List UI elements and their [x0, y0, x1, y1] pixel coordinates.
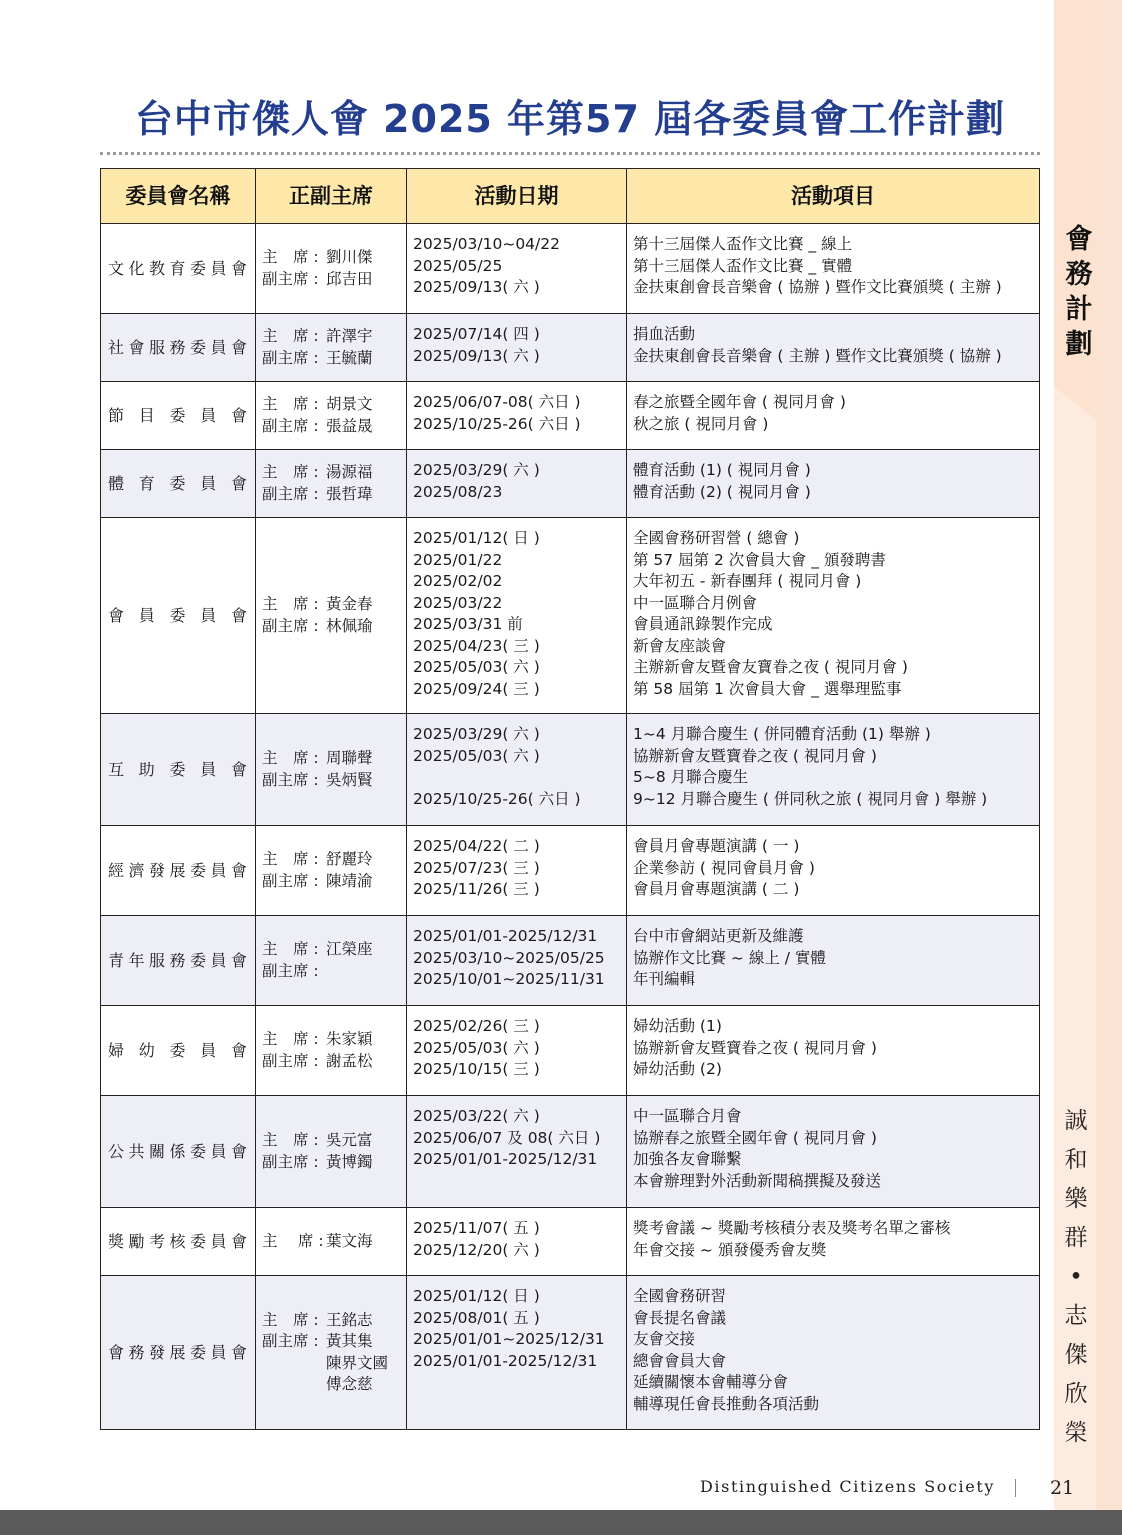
chair-line [262, 416, 402, 438]
motto-char: 群 [1064, 1225, 1088, 1251]
chair-name: 王銘志 [326, 1310, 373, 1329]
column-header-activity: 活動項目 [627, 169, 1040, 224]
chair-line [262, 616, 402, 638]
activity-item: 台中市會網站更新及維護 [633, 927, 804, 945]
table-row [101, 382, 1040, 450]
committee-name-cell: 公共關係委員會 [101, 1096, 256, 1208]
page-number: 21 [1050, 1477, 1075, 1499]
motto-char: 誠 [1064, 1108, 1088, 1134]
chair-role-label: 主 席 : [262, 1231, 324, 1250]
chair-role-label: 副主席 : [262, 348, 319, 367]
chair-name: 黃金春 [326, 595, 373, 613]
table-header-row [101, 169, 1040, 224]
chair-line [262, 1051, 402, 1073]
activity-dates-cell [407, 1096, 627, 1208]
activity-date: 2025/01/01-2025/12/31 [413, 1150, 598, 1168]
activity-item: 婦幼活動 (1) [633, 1017, 722, 1035]
chair-line [262, 770, 402, 792]
activity-item: 會長提名會議 [633, 1308, 727, 1327]
table-row [101, 1096, 1040, 1208]
chair-role-label: 副主席 : [262, 269, 319, 288]
chair-names [326, 1331, 388, 1396]
activity-dates-cell [407, 518, 627, 714]
activity-item: 中一區聯合月例會 [633, 593, 758, 612]
chair-role-label: 副主席 : [262, 1051, 319, 1070]
chair-role-label: 副主席 : [262, 1332, 319, 1350]
chair-names [326, 269, 373, 291]
activity-date: 2025/01/01~2025/12/31 [413, 1330, 605, 1348]
activity-dates-cell [407, 916, 627, 1006]
activity-item: 延續關懷本會輔導分會 [633, 1373, 789, 1391]
activity-items-cell [627, 826, 1040, 916]
activity-items-cell [627, 714, 1040, 826]
activity-dates-cell [407, 826, 627, 916]
activity-date: 2025/04/22( 二 ) [413, 837, 540, 855]
chair-name: 胡景文 [326, 395, 373, 413]
chair-names [326, 594, 373, 616]
chair-names [326, 770, 373, 792]
activity-item: 全國會務研習營 ( 總會 ) [633, 529, 800, 547]
activity-item: 體育活動 (1) ( 視同月會 ) [633, 461, 811, 479]
activity-date: 2025/03/29( 六 ) [413, 725, 540, 743]
activity-items-cell [627, 518, 1040, 714]
activity-item: 協辦新會友暨寶眷之夜 ( 視同月會 ) [633, 1038, 877, 1057]
activity-item: 金扶東創會長音樂會 ( 協辦 ) 暨作文比賽頒獎 ( 主辦 ) [633, 278, 1002, 296]
activity-date: 2025/02/02 [413, 572, 503, 590]
activity-item: 輔導現任會長推動各項活動 [633, 1394, 820, 1413]
chair-line [262, 1231, 402, 1253]
activity-item: 協辦新會友暨寶眷之夜 ( 視同月會 ) [633, 746, 877, 765]
chair-names [326, 849, 373, 871]
chair-line [262, 394, 402, 416]
motto-char: 和 [1064, 1147, 1088, 1173]
chairs-cell [256, 916, 407, 1006]
chair-line [262, 1152, 402, 1174]
activity-date: 2025/07/23( 三 ) [413, 858, 540, 877]
activity-item: 新會友座談會 [633, 636, 727, 655]
activity-item: 婦幼活動 (2) [633, 1060, 722, 1078]
column-header-chairs: 正副主席 [256, 169, 407, 224]
footer-separator [1015, 1479, 1016, 1497]
chair-name: 邱吉田 [326, 269, 373, 288]
activity-item: 金扶東創會長音樂會 ( 主辦 ) 暨作文比賽頒獎 ( 協辦 ) [633, 346, 1002, 365]
chair-names [326, 348, 373, 370]
chair-name: 傅念慈 [326, 1375, 373, 1393]
activity-dates-cell [407, 1006, 627, 1096]
activity-date: 2025/03/22( 六 ) [413, 1107, 540, 1125]
activity-items-cell [627, 450, 1040, 518]
activity-dates-cell [407, 1208, 627, 1276]
chair-line [262, 1130, 402, 1152]
activity-date: 2025/05/03( 六 ) [413, 746, 540, 765]
activity-dates-cell [407, 1276, 627, 1430]
chairs-cell [256, 450, 407, 518]
activity-date: 2025/01/22 [413, 550, 503, 569]
table-body [101, 224, 1040, 1430]
committee-name-cell: 獎勵考核委員會 [101, 1208, 256, 1276]
chairs-cell [256, 1006, 407, 1096]
chair-line [262, 748, 402, 770]
chair-name: 葉文海 [326, 1231, 373, 1250]
chair-role-label: 副主席 : [262, 616, 319, 635]
table-row [101, 224, 1040, 314]
activity-items-cell [627, 1096, 1040, 1208]
chairs-cell [256, 382, 407, 450]
chair-names [326, 939, 373, 961]
chair-name: 陳靖渝 [326, 871, 373, 890]
table-row [101, 714, 1040, 826]
side-heading-char: 計 [1065, 294, 1093, 325]
chair-name: 舒麗玲 [326, 850, 373, 868]
activity-items-cell [627, 1276, 1040, 1430]
motto-char: 榮 [1064, 1420, 1088, 1446]
activity-item: 總會會員大會 [633, 1351, 727, 1370]
chair-name: 吳元富 [326, 1131, 373, 1149]
side-heading-char: 劃 [1065, 329, 1093, 360]
activity-date [413, 767, 622, 789]
chair-names [326, 462, 373, 484]
activity-item: 年會交接 ~ 頒發優秀會友獎 [633, 1240, 827, 1259]
chairs-cell [256, 1276, 407, 1430]
chair-line [262, 1029, 402, 1051]
activity-date: 2025/09/24( 三 ) [413, 679, 540, 698]
chair-line [262, 871, 402, 893]
chair-names [326, 1310, 373, 1332]
side-heading-char: 務 [1065, 259, 1093, 290]
page-title: 台中市傑人會 2025 年第57 屆各委員會工作計劃 [134, 97, 1006, 141]
chair-name: 謝孟松 [326, 1051, 373, 1070]
committee-name-cell: 婦幼委員會 [101, 1006, 256, 1096]
activity-item: 會員月會專題演講 ( 二 ) [633, 880, 800, 898]
activity-item: 獎考會議 ~ 獎勵考核積分表及獎考名單之審核 [633, 1219, 951, 1237]
chair-line [262, 849, 402, 871]
chair-name: 朱家穎 [326, 1030, 373, 1048]
activity-date: 2025/02/26( 三 ) [413, 1017, 540, 1035]
chairs-cell [256, 1208, 407, 1276]
activity-item: 全國會務研習 [633, 1287, 727, 1305]
activity-date: 2025/08/01( 五 ) [413, 1308, 540, 1327]
chair-line [262, 348, 402, 370]
activity-item: 主辦新會友暨會友寶眷之夜 ( 視同月會 ) [633, 658, 908, 676]
motto-char: • [1069, 1264, 1083, 1290]
activity-date: 2025/03/10~04/22 [413, 235, 560, 253]
chair-line [262, 247, 402, 269]
chair-names [326, 1152, 373, 1174]
chair-names [326, 871, 373, 893]
activity-item: 秋之旅 ( 視同月會 ) [633, 414, 769, 433]
activity-items-cell [627, 314, 1040, 382]
chair-line [262, 484, 402, 506]
chair-name: 黃博鐲 [326, 1152, 373, 1171]
activity-item: 春之旅暨全國年會 ( 視同月會 ) [633, 393, 846, 411]
committee-name-cell: 經濟發展委員會 [101, 826, 256, 916]
activity-date: 2025/10/15( 三 ) [413, 1060, 540, 1078]
committee-name-cell: 體育委員會 [101, 450, 256, 518]
activity-date: 2025/01/01-2025/12/31 [413, 927, 598, 945]
chair-role-label: 主 席 : [262, 327, 319, 345]
motto-char: 欣 [1064, 1381, 1088, 1407]
chair-name: 許澤宇 [326, 327, 373, 345]
chair-line [262, 462, 402, 484]
activity-item: 5~8 月聯合慶生 [633, 768, 749, 786]
activity-item: 協辦春之旅暨全國年會 ( 視同月會 ) [633, 1128, 877, 1147]
chair-line [262, 594, 402, 616]
motto-char: 志 [1064, 1303, 1088, 1329]
chair-role-label: 主 席 : [262, 1310, 319, 1329]
chair-role-label: 主 席 : [262, 248, 319, 266]
chair-names [326, 1051, 373, 1073]
activity-date: 2025/07/14( 四 ) [413, 325, 540, 343]
chair-name: 吳炳賢 [326, 770, 373, 789]
motto-char: 樂 [1064, 1186, 1088, 1212]
chair-names [326, 1130, 373, 1152]
chair-names [326, 1231, 373, 1253]
activity-date: 2025/10/01~2025/11/31 [413, 970, 605, 988]
side-section-heading [1058, 222, 1100, 362]
bottom-bar [0, 1510, 1122, 1535]
chair-name: 劉川傑 [326, 248, 373, 266]
activity-item: 協辦作文比賽 ~ 線上 / 實體 [633, 948, 826, 967]
activity-items-cell [627, 382, 1040, 450]
chair-names [326, 394, 373, 416]
motto-char: 傑 [1064, 1342, 1088, 1368]
activity-date: 2025/01/01-2025/12/31 [413, 1351, 598, 1370]
activity-items-cell [627, 916, 1040, 1006]
committee-name-cell: 會務發展委員會 [101, 1276, 256, 1430]
activity-item: 友會交接 [633, 1330, 696, 1348]
chair-line [262, 1331, 402, 1396]
activity-date: 2025/03/29( 六 ) [413, 461, 540, 479]
side-heading-char: 會 [1065, 224, 1093, 255]
activity-dates-cell [407, 714, 627, 826]
table-row [101, 314, 1040, 382]
activity-item: 第十三屆傑人盃作文比賽 _ 實體 [633, 256, 853, 275]
activity-date: 2025/05/03( 六 ) [413, 1038, 540, 1057]
activity-date: 2025/01/12( 日 ) [413, 1287, 540, 1305]
chair-role-label: 主 席 : [262, 1030, 319, 1048]
chair-name: 湯源福 [326, 463, 373, 481]
chair-name: 王毓蘭 [326, 348, 373, 367]
activity-item: 體育活動 (2) ( 視同月會 ) [633, 482, 811, 501]
chair-role-label: 主 席 : [262, 595, 319, 613]
chairs-cell [256, 826, 407, 916]
chair-name: 黃其集 [326, 1332, 373, 1350]
activity-item: 加強各友會聯繫 [633, 1150, 742, 1168]
column-header-committee: 委員會名稱 [101, 169, 256, 224]
activity-item: 9~12 月聯合慶生 ( 併同秋之旅 ( 視同月會 ) 舉辦 ) [633, 789, 988, 808]
column-header-date: 活動日期 [407, 169, 627, 224]
chair-line [262, 269, 402, 291]
chair-name: 江榮座 [326, 940, 373, 958]
activity-item: 大年初五 - 新春團拜 ( 視同月會 ) [633, 572, 862, 590]
activity-date: 2025/09/13( 六 ) [413, 346, 540, 365]
committee-name-cell: 節目委員會 [101, 382, 256, 450]
activity-item: 第 58 屆第 1 次會員大會 _ 選舉理監事 [633, 679, 902, 698]
chair-name: 張哲瑋 [326, 484, 373, 503]
chair-line [262, 939, 402, 961]
committee-name-cell: 社會服務委員會 [101, 314, 256, 382]
activity-date: 2025/03/22 [413, 593, 503, 612]
table-row [101, 450, 1040, 518]
activity-date: 2025/01/12( 日 ) [413, 529, 540, 547]
chair-role-label: 副主席 : [262, 871, 319, 890]
activity-date: 2025/04/23( 三 ) [413, 636, 540, 655]
table-row [101, 518, 1040, 714]
activity-item: 中一區聯合月會 [633, 1107, 742, 1125]
chairs-cell [256, 714, 407, 826]
activity-item: 年刊編輯 [633, 970, 696, 988]
chair-role-label: 主 席 : [262, 940, 319, 958]
work-plan-table [100, 168, 1040, 1430]
chair-names [326, 748, 373, 770]
chair-line [262, 961, 402, 983]
chair-names [326, 1029, 373, 1051]
activity-date: 2025/12/20( 六 ) [413, 1240, 540, 1259]
table-row [101, 1208, 1040, 1276]
activity-date: 2025/11/07( 五 ) [413, 1219, 540, 1237]
activity-item: 會員通訊錄製作完成 [633, 615, 773, 633]
activity-dates-cell [407, 382, 627, 450]
footer-society-name: Distinguished Citizens Society [700, 1477, 995, 1496]
chair-names [326, 484, 373, 506]
chair-role-label: 副主席 : [262, 484, 319, 503]
chair-name: 張益晟 [326, 416, 373, 435]
activity-items-cell [627, 1006, 1040, 1096]
chair-role-label: 副主席 : [262, 1152, 319, 1171]
committee-name-cell: 青年服務委員會 [101, 916, 256, 1006]
chair-line [262, 1310, 402, 1332]
chairs-cell [256, 224, 407, 314]
table-row [101, 1006, 1040, 1096]
activity-dates-cell [407, 224, 627, 314]
activity-date: 2025/10/25-26( 六日 ) [413, 414, 581, 433]
side-motto [1058, 1102, 1094, 1453]
chair-line [262, 326, 402, 348]
chair-role-label: 主 席 : [262, 850, 319, 868]
activity-date: 2025/06/07-08( 六日 ) [413, 393, 581, 411]
table-row [101, 1276, 1040, 1430]
chairs-cell [256, 518, 407, 714]
chair-role-label: 主 席 : [262, 395, 319, 413]
activity-date: 2025/05/03( 六 ) [413, 658, 540, 676]
chair-name: 林佩瑜 [326, 616, 373, 635]
chair-role-label: 主 席 : [262, 1131, 319, 1149]
activity-items-cell [627, 224, 1040, 314]
activity-item: 本會辦理對外活動新聞稿撰擬及發送 [633, 1171, 882, 1190]
activity-date: 2025/09/13( 六 ) [413, 278, 540, 296]
activity-date: 2025/11/26( 三 ) [413, 880, 540, 898]
activity-date: 2025/03/10~2025/05/25 [413, 948, 605, 967]
chair-names [326, 326, 373, 348]
chair-name: 陳界文國 [326, 1353, 389, 1372]
activity-item: 會員月會專題演講 ( 一 ) [633, 837, 800, 855]
chair-name: 周聯聲 [326, 749, 373, 767]
committee-name-cell: 文化教育委員會 [101, 224, 256, 314]
chair-names [326, 616, 373, 638]
activity-item: 1~4 月聯合慶生 ( 併同體育活動 (1) 舉辦 ) [633, 725, 931, 743]
activity-item: 捐血活動 [633, 325, 696, 343]
activity-dates-cell [407, 314, 627, 382]
dotted-divider [100, 152, 1040, 155]
activity-item: 第十三屆傑人盃作文比賽 _ 線上 [633, 235, 853, 253]
chair-role-label: 副主席 : [262, 961, 319, 980]
committee-name-cell: 會員委員會 [101, 518, 256, 714]
chair-role-label: 主 席 : [262, 749, 319, 767]
activity-items-cell [627, 1208, 1040, 1276]
activity-item: 企業參訪 ( 視同會員月會 ) [633, 858, 815, 877]
chair-role-label: 主 席 : [262, 463, 319, 481]
activity-date: 2025/06/07 及 08( 六日 ) [413, 1128, 601, 1147]
activity-date: 2025/03/31 前 [413, 615, 523, 633]
chair-names [326, 247, 373, 269]
chair-role-label: 副主席 : [262, 770, 319, 789]
table-row [101, 826, 1040, 916]
activity-date: 2025/05/25 [413, 256, 503, 275]
table-row [101, 916, 1040, 1006]
chairs-cell [256, 314, 407, 382]
chair-names [326, 416, 373, 438]
chair-role-label: 副主席 : [262, 416, 319, 435]
activity-item: 第 57 屆第 2 次會員大會 _ 頒發聘書 [633, 550, 886, 569]
activity-date: 2025/10/25-26( 六日 ) [413, 789, 581, 808]
committee-name-cell: 互助委員會 [101, 714, 256, 826]
chairs-cell [256, 1096, 407, 1208]
activity-dates-cell [407, 450, 627, 518]
activity-date: 2025/08/23 [413, 482, 503, 501]
